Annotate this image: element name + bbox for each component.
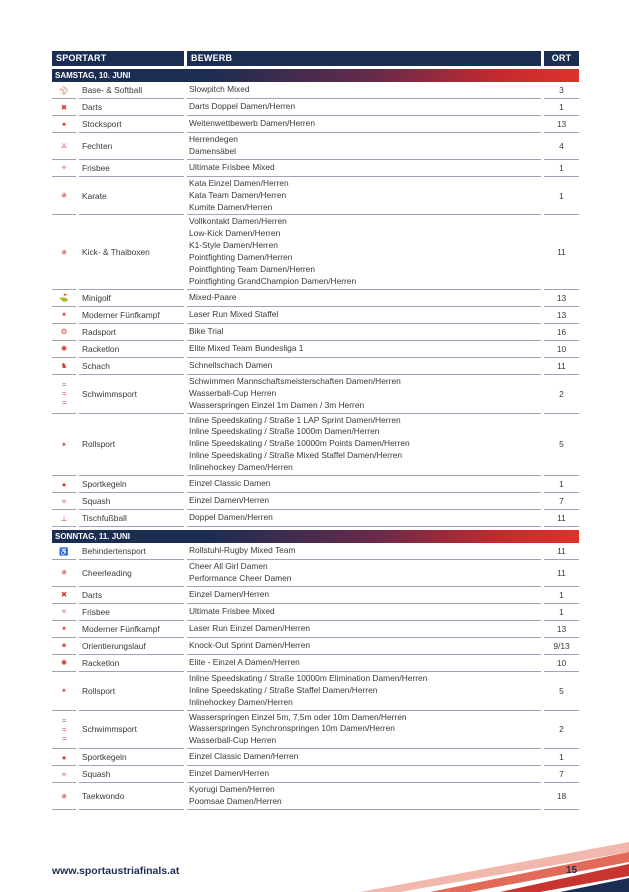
racketlon-icon: ✺ <box>60 658 68 668</box>
karate-icon: ✵ <box>60 191 68 201</box>
ort-value: 11 <box>544 358 579 375</box>
event-name: Poomsae Damen/Herren <box>189 796 282 807</box>
event-name: Inline Speedskating / Straße Staffel Damen/Herren <box>189 684 378 695</box>
bowling-icon: ● <box>61 479 67 489</box>
squash-icon: ✧ <box>60 769 68 779</box>
ort-value: 1 <box>544 476 579 493</box>
header-ort: ORT <box>544 51 579 66</box>
event-name: Ultimate Frisbee Mixed <box>189 605 275 616</box>
pentathlon-icon: ✶ <box>60 624 68 634</box>
sport-name: Racketlon <box>79 655 184 672</box>
event-name: Low-Kick Damen/Herren <box>189 228 281 239</box>
fencing-icon: ⚔ <box>60 141 68 151</box>
header-bewerb: BEWERB <box>187 51 541 66</box>
ort-value: 10 <box>544 341 579 358</box>
event-name: Doppel Damen/Herren <box>189 512 273 523</box>
rollsport-icon: ✴ <box>60 686 68 696</box>
event-name: Einzel Classic Damen/Herren <box>189 751 299 762</box>
ort-value: 16 <box>544 324 579 341</box>
event-name: Darts Doppel Damen/Herren <box>189 101 296 112</box>
event-name: Kyorugi Damen/Herren <box>189 784 275 795</box>
event-name: K1-Style Damen/Herren <box>189 240 278 251</box>
ort-value: 13 <box>544 116 579 133</box>
day-header: SONNTAG, 11. JUNI <box>52 530 579 543</box>
event-name: Inlinehockey Damen/Herren <box>189 462 293 473</box>
event-name: Kata Einzel Damen/Herren <box>189 177 289 188</box>
ort-value: 3 <box>544 82 579 99</box>
ort-value: 10 <box>544 655 579 672</box>
event-name: Knock-Out Sprint Damen/Herren <box>189 639 311 650</box>
sport-name: Schwimmsport <box>79 711 184 750</box>
swimming-icon: ≈ <box>61 715 67 725</box>
kickboxing-icon: ✵ <box>60 247 68 257</box>
swimming-icon: ≈ <box>61 724 67 734</box>
footer-url[interactable]: www.sportaustriafinals.at <box>52 865 180 877</box>
day-header: SAMSTAG, 10. JUNI <box>52 69 579 82</box>
page-number: 15 <box>566 865 578 876</box>
swimming-icon: ≈ <box>61 733 67 743</box>
sport-name: Karate <box>79 177 184 216</box>
event-name: Inline Speedskating / Straße 1000m Damen/Herren <box>189 426 380 437</box>
event-name: Performance Cheer Damen <box>189 572 292 583</box>
ort-value: 1 <box>544 749 579 766</box>
ort-value: 5 <box>544 414 579 477</box>
event-name: Rollstuhl-Rugby Mixed Team <box>189 545 296 556</box>
cycling-icon: ⚙ <box>60 327 68 337</box>
ort-value: 13 <box>544 290 579 307</box>
event-name: Einzel Damen/Herren <box>189 588 270 599</box>
header-sportart: SPORTART <box>52 51 184 66</box>
baseball-icon: ⚾ <box>59 85 69 95</box>
ort-value: 1 <box>544 604 579 621</box>
sport-name: Frisbee <box>79 160 184 177</box>
event-name: Inline Speedskating / Straße 10000m Elimination Damen/Herren <box>189 672 428 683</box>
darts-icon: ✖ <box>60 590 68 600</box>
foosball-icon: ⊥ <box>60 513 68 523</box>
ort-value: 13 <box>544 621 579 638</box>
ort-value: 7 <box>544 493 579 510</box>
ort-value: 11 <box>544 560 579 587</box>
sport-name: Racketlon <box>79 341 184 358</box>
event-name: Elite Mixed Team Bundesliga 1 <box>189 342 304 353</box>
minigolf-icon: ⛳ <box>59 293 69 303</box>
rollsport-icon: ✴ <box>60 439 68 449</box>
sport-name: Orientierungslauf <box>79 638 184 655</box>
sport-name: Darts <box>79 99 184 116</box>
sport-name: Moderner Fünfkampf <box>79 307 184 324</box>
ort-value: 11 <box>544 215 579 289</box>
cheerleading-icon: ✵ <box>60 568 68 578</box>
sport-name: Kick- & Thaiboxen <box>79 215 184 289</box>
bowling-icon: ● <box>61 752 67 762</box>
ort-value: 1 <box>544 99 579 116</box>
sport-name: Radsport <box>79 324 184 341</box>
frisbee-icon: ✧ <box>60 163 68 173</box>
event-name: Einzel Damen/Herren <box>189 768 270 779</box>
sport-name: Taekwondo <box>79 783 184 810</box>
event-name: Laser Run Mixed Staffel <box>189 308 279 319</box>
event-name: Pointfighting GrandChampion Damen/Herren <box>189 275 357 286</box>
sport-name: Fechten <box>79 133 184 160</box>
frisbee-icon: ✧ <box>60 607 68 617</box>
event-name: Inline Speedskating / Straße 10000m Points Damen/Herren <box>189 438 410 449</box>
ort-value: 13 <box>544 307 579 324</box>
event-name: Inline Speedskating / Straße Mixed Staffel Damen/Herren <box>189 450 403 461</box>
event-name: Schnellschach Damen <box>189 359 273 370</box>
sport-name: Schwimmsport <box>79 375 184 414</box>
event-name: Damensäbel <box>189 145 237 156</box>
event-name: Schwimmen Mannschaftsmeisterschaften Damen/Herren <box>189 375 401 386</box>
swimming-icon: ≈ <box>61 389 67 399</box>
event-name: Cheer All Girl Damen <box>189 561 268 572</box>
stocksport-icon: ✦ <box>60 119 68 129</box>
sport-name: Tischfußball <box>79 510 184 527</box>
sport-name: Cheerleading <box>79 560 184 587</box>
sport-name: Sportkegeln <box>79 749 184 766</box>
swimming-icon: ≈ <box>61 380 67 390</box>
event-name: Elite - Einzel A Damen/Herren <box>189 656 300 667</box>
event-name: Einzel Classic Damen <box>189 478 271 489</box>
ort-value: 4 <box>544 133 579 160</box>
sport-name: Moderner Fünfkampf <box>79 621 184 638</box>
ort-value: 1 <box>544 587 579 604</box>
racketlon-icon: ✺ <box>60 344 68 354</box>
event-name: Vollkontakt Damen/Herren <box>189 216 287 227</box>
orienteering-icon: ✷ <box>60 641 68 651</box>
ort-value: 2 <box>544 375 579 414</box>
event-name: Pointfighting Damen/Herren <box>189 252 293 263</box>
sport-name: Squash <box>79 493 184 510</box>
ort-value: 18 <box>544 783 579 810</box>
event-name: Wasserspringen Einzel 5m, 7,5m oder 10m Damen/Herren <box>189 711 407 722</box>
event-name: Bike Trial <box>189 325 224 336</box>
ort-value: 5 <box>544 672 579 711</box>
event-name: Wasserball-Cup Herren <box>189 735 277 746</box>
event-name: Wasserspringen Synchronspringen 10m Damen/Herren <box>189 723 395 734</box>
event-name: Wasserspringen Einzel 1m Damen / 3m Herren <box>189 399 365 410</box>
event-name: Ultimate Frisbee Mixed <box>189 161 275 172</box>
sport-name: Darts <box>79 587 184 604</box>
pentathlon-icon: ✶ <box>60 310 68 320</box>
sport-name: Rollsport <box>79 672 184 711</box>
event-name: Kumite Damen/Herren <box>189 201 273 212</box>
event-name: Mixed-Paare <box>189 291 237 302</box>
sport-name: Schach <box>79 358 184 375</box>
ort-value: 11 <box>544 543 579 560</box>
sport-name: Rollsport <box>79 414 184 477</box>
event-name: Laser Run Einzel Damen/Herren <box>189 622 311 633</box>
sport-name: Stocksport <box>79 116 184 133</box>
taekwondo-icon: ✵ <box>60 791 68 801</box>
ort-value: 7 <box>544 766 579 783</box>
sport-name: Behindertensport <box>79 543 184 560</box>
wheelchair-icon: ♿ <box>59 546 69 556</box>
event-name: Pointfighting Team Damen/Herren <box>189 264 315 275</box>
event-name: Inlinehockey Damen/Herren <box>189 696 293 707</box>
ort-value: 11 <box>544 510 579 527</box>
event-name: Wasserball-Cup Herren <box>189 387 277 398</box>
swimming-icon: ≈ <box>61 398 67 408</box>
event-name: Einzel Damen/Herren <box>189 495 270 506</box>
sport-name: Squash <box>79 766 184 783</box>
event-name: Weitenwettbewerb Damen/Herren <box>189 118 315 129</box>
event-name: Inline Speedskating / Straße 1 LAP Sprint Damen/Herren <box>189 414 401 425</box>
ort-value: 9/13 <box>544 638 579 655</box>
ort-value: 1 <box>544 160 579 177</box>
squash-icon: ✧ <box>60 496 68 506</box>
darts-icon: ✖ <box>60 102 68 112</box>
event-name: Kata Team Damen/Herren <box>189 189 287 200</box>
sport-name: Sportkegeln <box>79 476 184 493</box>
ort-value: 1 <box>544 177 579 216</box>
event-name: Herrendegen <box>189 133 238 144</box>
sport-name: Frisbee <box>79 604 184 621</box>
event-name: Slowpitch Mixed <box>189 84 250 95</box>
ort-value: 2 <box>544 711 579 750</box>
sport-name: Minigolf <box>79 290 184 307</box>
chess-icon: ♞ <box>60 361 68 371</box>
sport-name: Base- & Softball <box>79 82 184 99</box>
